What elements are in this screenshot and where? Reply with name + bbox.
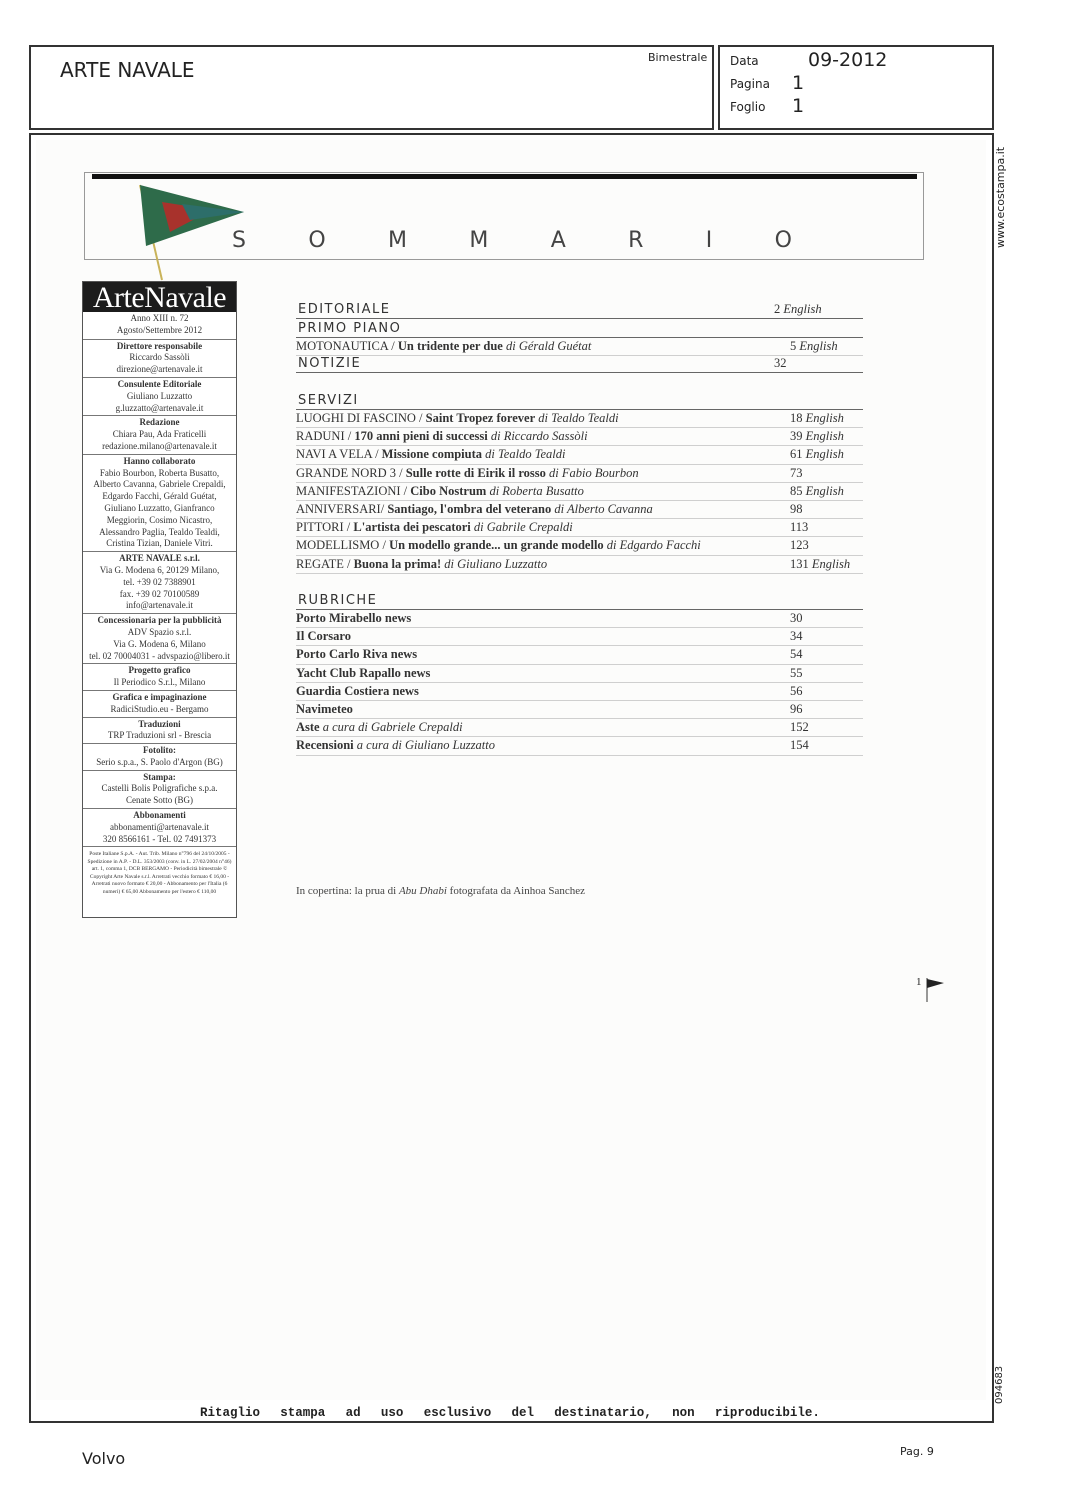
notice-word: Ritaglio [200,1406,261,1420]
toc-row[interactable] [296,701,863,719]
masthead-section-title: Traduzioni [138,718,181,729]
entry-text [296,738,790,753]
page-number-footer: Pag. 9 [900,1445,934,1458]
masthead-line: Alessandro Paglia, Tealdo Tealdi, [99,526,220,537]
notice-word: del [511,1406,534,1420]
entry-text [296,629,790,644]
entry-author: di Giuliano Luzzatto [444,556,548,571]
masthead-line: Meggiorin, Cosimo Nicastro, [106,514,213,525]
entry-page [790,538,863,553]
masthead-line: tel. 02 70004031 - advspazio@libero.it [89,650,230,661]
page-number: 34 [790,629,803,644]
english-label: English [805,447,844,462]
masthead-section [83,770,236,808]
masthead-section-title: Concessionaria per la pubblicità [97,615,222,626]
masthead-section-title: ARTE NAVALE s.r.l. [119,553,200,564]
english-label: English [805,411,844,426]
sheet-label: Foglio [730,100,766,114]
masthead-section-title: Direttore responsabile [116,340,203,351]
masthead-section [83,377,236,415]
toc-section-servizi: SERVIZI [296,393,863,410]
entry-author: di Fabio Bourbon [549,465,639,480]
entry-page [790,502,863,517]
entry-text [296,484,790,499]
page-marker [916,976,946,1002]
cover-caption-prefix: In copertina: la prua di [296,885,399,897]
masthead-line: Giuliano Luzzatto [126,390,193,401]
entry-category: GRANDE NORD 3 / [296,465,406,480]
cover-caption-suffix: fotografata da Ainhoa Sanchez [446,885,585,897]
page-value: 1 [792,72,805,94]
masthead-line: direzione@artenavale.it [116,364,203,375]
sheet-value: 1 [792,95,805,117]
masthead-line: info@artenavale.it [125,600,193,611]
masthead-section [83,743,236,770]
masthead-line: ADV Spazio s.r.l. [127,626,192,637]
date-value: 09-2012 [808,49,888,71]
entry-category: MOTONAUTICA / [296,339,398,354]
toc-row[interactable] [296,428,863,446]
entry-page [790,429,863,444]
entry-title: Missione compiuta [381,447,483,462]
entry-title: Un modello grande... un grande modello [389,538,604,553]
masthead-line: Fabio Bourbon, Roberta Busatto, [99,467,220,478]
entry-text [296,520,790,535]
masthead-section [83,808,236,846]
entry-page [790,557,863,572]
sommario-letter: O [308,228,326,253]
masthead-sections [83,339,236,847]
page-number: 96 [790,702,803,717]
entry-text [296,502,790,517]
reproduction-notice [200,1406,820,1420]
cover-caption [296,885,585,897]
issue-date: Agosto/Settembre 2012 [116,324,203,335]
page-number: 98 [790,502,803,517]
editoriale-page [774,302,847,318]
entry-page [790,720,863,735]
entry-page [790,520,863,535]
entry-title: Sulle rotte di Eirik il rosso [405,465,546,480]
mini-flag-icon [924,976,946,1002]
masthead-line: Cristina Tizian, Daniele Vitri. [106,538,213,549]
page-label: Pagina [730,77,770,91]
page-number: 30 [790,611,803,626]
entry-category: ANNIVERSARI/ [296,502,388,517]
entry-author: di Gabrile Crepaldi [473,520,573,535]
section-title: NOTIZIE [298,356,362,372]
entry-page [790,702,863,717]
entry-page [790,684,863,699]
entry-text [296,611,790,626]
entry-page [790,447,863,462]
entry-title: L'artista dei pescatori [353,520,471,535]
masthead-section-title: Abbonamenti [133,810,186,821]
english-label: English [783,302,822,316]
toc-row[interactable] [296,646,863,664]
toc-row[interactable] [296,446,863,464]
masthead-section [83,454,236,551]
date-label: Data [730,54,759,68]
entry-text [296,538,790,553]
toc-row[interactable] [296,610,863,628]
entry-text [296,447,790,462]
page-number: 73 [790,465,803,480]
toc-section-notizie [296,356,863,373]
masthead-section-title: Grafica e impaginazione [112,691,207,702]
sommario-letter: A [550,228,566,253]
entry-author: di Tealdo Tealdi [538,411,619,426]
section-title: EDITORIALE [298,302,391,317]
entry-title: Porto Mirabello news [296,611,412,626]
entry-text [296,702,790,717]
notice-word: destinatario, [554,1406,652,1420]
page-number: 113 [790,520,809,535]
toc-row[interactable] [296,683,863,701]
masthead-line: Alberto Cavanna, Gabriele Crepaldi, [93,479,226,490]
masthead-section [83,717,236,744]
entry-title: Aste [296,720,320,735]
sommario-top-bar [92,174,917,179]
masthead-line: Chiara Pau, Ada Fraticelli [112,429,207,440]
masthead-line: Il Periodico S.r.l., Milano [113,677,206,688]
masthead-section-title: Stampa: [143,771,176,782]
entry-author: a cura di Gabriele Crepaldi [322,720,463,735]
publication-title: ARTE NAVALE [60,58,195,82]
masthead-line: 320 8566161 - Tel. 02 7491373 [102,833,217,844]
english-label: English [799,339,838,354]
notice-word: non [672,1406,695,1420]
entry-text [296,411,790,426]
sommario-letter: I [705,228,713,253]
entry-text [296,720,790,735]
toc-row[interactable] [296,628,863,646]
entry-title: Cibo Nostrum [410,483,487,498]
english-label: English [811,556,851,571]
entry-category: REGATE / [296,556,354,571]
notice-word: uso [380,1406,404,1420]
issue-number: Anno XIII n. 72 [130,313,189,323]
page-number: 39 [790,429,803,444]
masthead [82,281,237,918]
english-label: English [805,483,844,498]
entry-text [296,684,790,699]
page-number: 5 [790,339,797,354]
frequency-label: Bimestrale [648,51,708,64]
masthead-section [83,339,236,377]
entry-title: Recensioni [296,738,354,753]
masthead-line: RadiciStudio.eu - Bergamo [110,703,209,714]
page-marker-number: 1 [916,976,922,988]
page-number: 154 [790,738,809,753]
toc-row[interactable] [296,483,863,501]
toc-row[interactable] [296,537,863,555]
masthead-line: Castelli Bolis Poligrafiche s.p.a. [101,783,218,794]
masthead-line: redazione.milano@artenavale.it [102,440,217,451]
masthead-section [83,551,236,613]
entry-author: di Alberto Cavanna [554,502,653,517]
toc-row[interactable] [296,719,863,737]
page-number: 131 [790,556,809,571]
entry-author: di Gérald Guétat [505,339,592,354]
masthead-line: Giuliano Luzzatto, Gianfranco [104,502,215,513]
masthead-logo: ArteNavale [83,282,236,312]
entry-author: di Edgardo Facchi [606,538,701,553]
entry-title: Navimeteo [296,702,353,717]
toc-row[interactable] [296,501,863,519]
entry-category: RADUNI / [296,429,355,444]
toc-section-rubriche: RUBRICHE [296,593,863,610]
entry-author: di Roberta Busatto [489,483,584,498]
masthead-line: fax. +39 02 70100589 [119,588,200,599]
toc-block-1 [296,302,863,373]
page-number: 61 [790,447,803,462]
entry-author: di Riccardo Sassòli [490,429,588,444]
entry-category: NAVI A VELA / [296,447,382,462]
toc-row[interactable] [296,338,863,356]
masthead-line: abbonamenti@artenavale.it [110,821,209,832]
side-code: 094683 [994,1365,1005,1404]
entry-title: Guardia Costiera news [296,683,419,698]
toc-row[interactable] [296,665,863,683]
entry-page [790,466,863,481]
masthead-section [83,613,236,663]
notice-word: stampa [280,1406,326,1420]
masthead-section-title: Progetto grafico [128,665,191,676]
side-url: www.ecostampa.it [994,146,1007,248]
masthead-line: TRP Traduzioni srl - Brescia [107,730,212,741]
sommario-heading [232,228,792,253]
masthead-section [83,690,236,717]
page-number: 55 [790,665,803,680]
cover-boat-name: Abu Dhabi [398,885,447,897]
entry-title: Il Corsaro [296,629,351,644]
masthead-line: Edgardo Facchi, Gérald Guétat, [102,491,217,502]
entry-title: Saint Tropez forever [425,411,536,426]
sommario-letter: M [469,228,489,253]
entry-title: 170 anni pieni di successi [354,429,488,444]
toc-row[interactable] [296,556,863,574]
toc-section-primo-piano: PRIMO PIANO [296,321,863,338]
entry-category: MODELLISMO / [296,538,390,553]
masthead-line: Serio s.p.a., S. Paolo d'Argon (BG) [96,756,223,767]
entry-author: di Tealdo Tealdi [485,447,566,462]
notice-word: ad [345,1406,361,1420]
toc-row[interactable] [296,737,863,755]
sommario-letter: M [388,228,407,253]
masthead-legal: Poste Italiane S.p.A. - Aut. Trib. Milano n°796 del 24/10/2005 - Spedizione in A.P. - D.L. 353/2003 (conv. in L. 27/02/2004 n°46) art. 1, comma 1, DCB BERGAMO - Periodicità bimestrale © Copyright Arte Navale s.r.l. Arretrati vecchio formato € 16,00 - Arretrati nuovo formato € 20,00 - Abbonamento per l'Italia (6 numeri) € 65,00 Abbonamento per l'estero € 110,00 [83,846,236,899]
entry-page [790,629,863,644]
entry-text [296,557,790,572]
entry-text [296,429,790,444]
page-number: 85 [790,483,803,498]
entry-title: Un tridente per due [397,339,503,354]
sommario-letter: S [232,228,246,253]
english-label: English [805,429,844,444]
entry-page [790,738,863,753]
notice-word: riproducibile. [714,1406,820,1420]
page-number: 18 [790,411,803,426]
entry-category: LUOGHI DI FASCINO / [296,411,426,426]
masthead-section-title: Hanno collaborato [123,455,196,466]
masthead-line: tel. +39 02 7388901 [123,576,196,587]
page-number: 32 [774,356,787,371]
entry-title: Buona la prima! [353,556,442,571]
notice-word: esclusivo [423,1406,492,1420]
toc-section-editoriale [296,302,863,319]
masthead-section-title: Redazione [139,417,180,428]
entry-category: MANIFESTAZIONI / [296,483,411,498]
masthead-line: Via G. Modena 6, Milano [113,638,206,649]
page-number: 123 [790,538,809,553]
entry-page [790,647,863,662]
sommario-letter: O [774,228,792,253]
masthead-line: Cenate Sotto (BG) [126,795,193,806]
masthead-section [83,663,236,690]
toc-rubriche [296,593,863,756]
page-number: 2 [774,302,781,316]
publisher-name: Volvo [82,1449,126,1468]
masthead-line: Via G. Modena 6, 20129 Milano, [99,564,220,575]
toc-row[interactable] [296,519,863,537]
page-number: 152 [790,720,809,735]
toc-row[interactable] [296,410,863,428]
entry-text [296,647,790,662]
masthead-section-title: Consulente Editoriale [117,378,202,389]
entry-page [790,666,863,681]
page-number: 54 [790,647,803,662]
page-number: 56 [790,683,803,698]
entry-title: Yacht Club Rapallo news [296,665,431,680]
masthead-line: Riccardo Sassòli [129,352,190,363]
entry-author: a cura di Giuliano Luzzatto [356,738,495,753]
entry-text [296,666,790,681]
masthead-section [83,415,236,453]
masthead-line: g.luzzatto@artenavale.it [115,402,204,413]
entry-title: Porto Carlo Riva news [296,647,418,662]
toc-servizi [296,393,863,574]
sommario-letter: R [628,228,644,253]
entry-text [296,466,790,481]
masthead-section-title: Fotolito: [143,745,176,756]
toc-row[interactable] [296,465,863,483]
entry-page [790,411,863,426]
entry-page [790,611,863,626]
entry-page [790,484,863,499]
entry-category: PITTORI / [296,520,354,535]
entry-title: Santiago, l'ombra del veterano [387,502,552,517]
